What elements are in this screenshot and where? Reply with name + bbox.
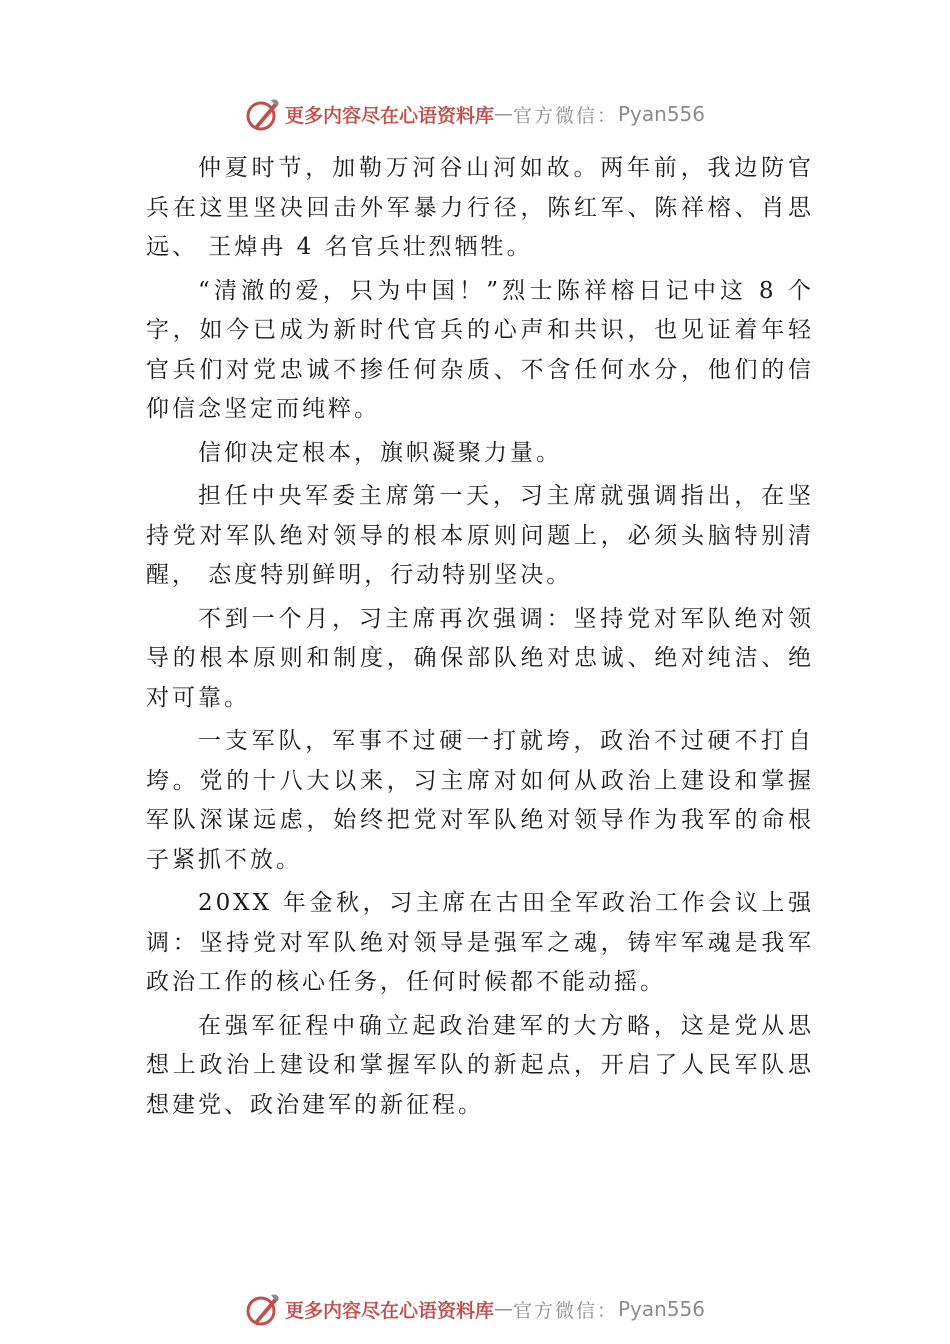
footer-brand: 更多内容尽在心语资料库 xyxy=(284,1299,494,1322)
paragraph: 在强军征程中确立起政治建军的大方略，这是党从思想上政治上建设和掌握军队的新起点，开启了人民军队思想建党、政治建军的新征程。 xyxy=(146,1012,814,1118)
footer-wechat-id: Pyan556 xyxy=(618,1297,706,1321)
header-brand: 更多内容尽在心语资料库 xyxy=(284,104,494,127)
document-body xyxy=(146,149,814,1129)
quill-logo-icon xyxy=(245,96,281,132)
header-wechat-label: 官方微信： xyxy=(512,104,618,127)
footer-wechat-label: 官方微信： xyxy=(512,1299,618,1322)
paragraph: 不到一个月，习主席再次强调：坚持党对军队绝对领导的根本原则和制度，确保部队绝对忠诚、绝对纯洁、绝对可靠。 xyxy=(146,605,814,711)
paragraph: 20XX 年金秋，习主席在古田全军政治工作会议上强调：坚持党对军队绝对领导是强军之魂，铸牢军魂是我军政治工作的核心任务，任何时候都不能动摇。 xyxy=(146,890,814,995)
paragraph: “清澈的爱，只为中国！”烈士陈祥榕日记中这 8 个字，如今已成为新时代官兵的心声和共识，也见证着年轻官兵们对党忠诚不掺任何杂质、不含任何水分，他们的信仰信念坚定而纯粹。 xyxy=(146,277,814,422)
footer-banner xyxy=(0,1289,950,1329)
quill-logo-icon xyxy=(245,1291,281,1327)
footer-dash: — xyxy=(493,1298,513,1320)
paragraph: 担任中央军委主席第一天，习主席就强调指出，在坚持党对军队绝对领导的根本原则问题上，必须头脑特别清醒， 态度特别鲜明，行动特别坚决。 xyxy=(146,483,814,588)
header-dash: — xyxy=(493,103,513,125)
header-wechat-id: Pyan556 xyxy=(618,102,706,126)
paragraph: 信仰决定根本，旗帜凝聚力量。 xyxy=(198,439,562,466)
header-banner xyxy=(0,94,950,134)
paragraph: 仲夏时节，加勒万河谷山河如故。两年前，我边防官兵在这里坚决回击外军暴力行径，陈红军、陈祥榕、肖思远、 王焯冉 4 名官兵壮烈牺牲。 xyxy=(146,155,814,260)
paragraph: 一支军队，军事不过硬一打就垮，政治不过硬不打自垮。党的十八大以来，习主席对如何从政治上建设和掌握军队深谋远虑，始终把党对军队绝对领导作为我军的命根子紧抓不放。 xyxy=(146,728,814,873)
